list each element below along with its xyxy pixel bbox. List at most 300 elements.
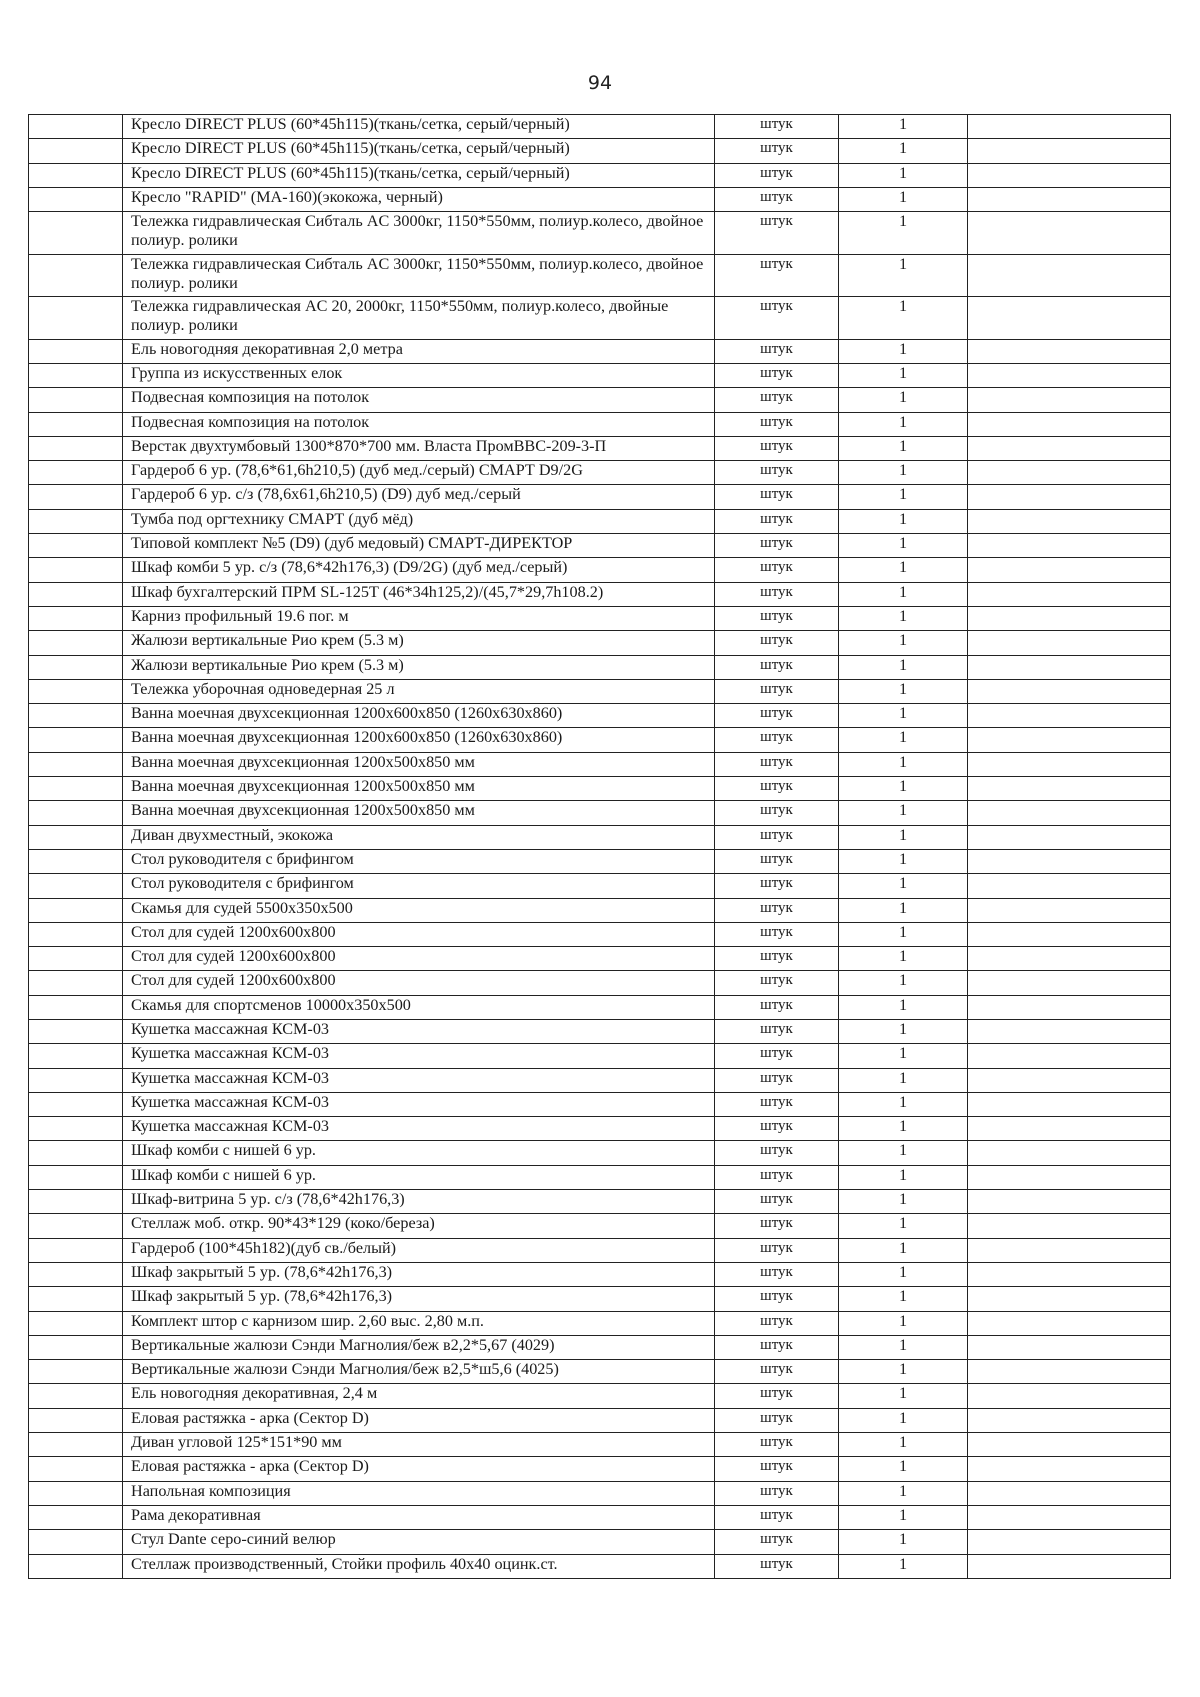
quantity-cell: 1 [839,704,968,728]
note-cell [968,849,1171,873]
row-number-cell [29,1262,123,1286]
quantity-cell: 1 [839,1360,968,1384]
quantity-cell: 1 [839,1457,968,1481]
quantity-cell: 1 [839,971,968,995]
unit-cell: штук [715,752,839,776]
unit-cell: штук [715,297,839,340]
quantity-cell: 1 [839,1433,968,1457]
item-name-cell: Ванна моечная двухсекционная 1200х500х850 мм [123,777,715,801]
quantity-cell: 1 [839,115,968,139]
note-cell [968,631,1171,655]
quantity-cell: 1 [839,1165,968,1189]
note-cell [968,1360,1171,1384]
quantity-cell: 1 [839,825,968,849]
quantity-cell: 1 [839,558,968,582]
note-cell [968,1384,1171,1408]
unit-cell: штук [715,1360,839,1384]
note-cell [968,1335,1171,1359]
item-name-cell: Гардероб 6 ур. с/з (78,6х61,6h210,5) (D9) дуб мед./серый [123,485,715,509]
unit-cell: штук [715,1554,839,1578]
row-number-cell [29,1530,123,1554]
table-row [29,1044,1171,1068]
item-name-cell: Шкаф бухгалтерский ПРМ SL-125Т (46*34h125,2)/(45,7*29,7h108.2) [123,582,715,606]
quantity-cell: 1 [839,139,968,163]
table-row [29,947,1171,971]
note-cell [968,339,1171,363]
table-row [29,1554,1171,1578]
note-cell [968,679,1171,703]
note-cell [968,297,1171,340]
quantity-cell: 1 [839,1505,968,1529]
quantity-cell: 1 [839,1214,968,1238]
item-name-cell: Верстак двухтумбовый 1300*870*700 мм. Власта ПромВВС-209-3-П [123,436,715,460]
quantity-cell: 1 [839,412,968,436]
note-cell [968,825,1171,849]
note-cell [968,1287,1171,1311]
unit-cell: штук [715,139,839,163]
item-name-cell: Шкаф закрытый 5 ур. (78,6*42h176,3) [123,1287,715,1311]
note-cell [968,947,1171,971]
row-number-cell [29,582,123,606]
quantity-cell: 1 [839,1044,968,1068]
item-name-cell: Жалюзи вертикальные Рио крем (5.3 м) [123,631,715,655]
item-name-cell: Кушетка массажная КСМ-03 [123,1117,715,1141]
unit-cell: штук [715,1214,839,1238]
note-cell [968,212,1171,255]
note-cell [968,1141,1171,1165]
row-number-cell [29,801,123,825]
quantity-cell: 1 [839,1020,968,1044]
row-number-cell [29,1190,123,1214]
row-number-cell [29,1287,123,1311]
item-name-cell: Кушетка массажная КСМ-03 [123,1020,715,1044]
quantity-cell: 1 [839,1262,968,1286]
quantity-cell: 1 [839,1311,968,1335]
item-name-cell: Тележка уборочная одноведерная 25 л [123,679,715,703]
unit-cell: штук [715,1141,839,1165]
item-name-cell: Стол руководителя с брифингом [123,874,715,898]
row-number-cell [29,1384,123,1408]
row-number-cell [29,339,123,363]
item-name-cell: Еловая растяжка - арка (Сектор D) [123,1408,715,1432]
table-row [29,534,1171,558]
item-name-cell: Еловая растяжка - арка (Сектор D) [123,1457,715,1481]
table-row [29,1360,1171,1384]
table-row [29,388,1171,412]
table-row [29,485,1171,509]
note-cell [968,582,1171,606]
item-name-cell: Кушетка массажная КСМ-03 [123,1044,715,1068]
item-name-cell: Ванна моечная двухсекционная 1200х500х850 мм [123,801,715,825]
table-row [29,1092,1171,1116]
quantity-cell: 1 [839,922,968,946]
table-row [29,1287,1171,1311]
row-number-cell [29,1141,123,1165]
row-number-cell [29,187,123,211]
item-name-cell: Стол руководителя с брифингом [123,849,715,873]
note-cell [968,534,1171,558]
quantity-cell: 1 [839,1117,968,1141]
row-number-cell [29,679,123,703]
unit-cell: штук [715,363,839,387]
unit-cell: штук [715,1481,839,1505]
table-row [29,254,1171,297]
quantity-cell: 1 [839,436,968,460]
unit-cell: штук [715,825,839,849]
note-cell [968,1457,1171,1481]
unit-cell: штук [715,777,839,801]
note-cell [968,1311,1171,1335]
row-number-cell [29,1408,123,1432]
quantity-cell: 1 [839,254,968,297]
row-number-cell [29,1433,123,1457]
note-cell [968,1530,1171,1554]
note-cell [968,1190,1171,1214]
note-cell [968,1214,1171,1238]
item-name-cell: Группа из искусственных елок [123,363,715,387]
table-row [29,631,1171,655]
unit-cell: штук [715,1530,839,1554]
row-number-cell [29,1554,123,1578]
inventory-table [28,114,1171,1579]
quantity-cell: 1 [839,1335,968,1359]
quantity-cell: 1 [839,752,968,776]
note-cell [968,801,1171,825]
table-row [29,1165,1171,1189]
item-name-cell: Вертикальные жалюзи Сэнди Магнолия/беж в2,2*5,67 (4029) [123,1335,715,1359]
table-row [29,1141,1171,1165]
item-name-cell: Стол для судей 1200х600х800 [123,971,715,995]
item-name-cell: Шкаф комби 5 ур. с/з (78,6*42h176,3) (D9/2G) (дуб мед./серый) [123,558,715,582]
row-number-cell [29,297,123,340]
table-row [29,1020,1171,1044]
unit-cell: штук [715,704,839,728]
table-row [29,1457,1171,1481]
row-number-cell [29,254,123,297]
item-name-cell: Шкаф закрытый 5 ур. (78,6*42h176,3) [123,1262,715,1286]
table-row [29,971,1171,995]
quantity-cell: 1 [839,1238,968,1262]
unit-cell: штук [715,436,839,460]
unit-cell: штук [715,1092,839,1116]
item-name-cell: Шкаф комби с нишей 6 ур. [123,1141,715,1165]
item-name-cell: Шкаф комби с нишей 6 ур. [123,1165,715,1189]
item-name-cell: Стул Dante серо-синий велюр [123,1530,715,1554]
quantity-cell: 1 [839,297,968,340]
quantity-cell: 1 [839,363,968,387]
row-number-cell [29,1238,123,1262]
unit-cell: штук [715,995,839,1019]
unit-cell: штук [715,1117,839,1141]
row-number-cell [29,363,123,387]
table-row [29,461,1171,485]
row-number-cell [29,1481,123,1505]
table-row [29,412,1171,436]
note-cell [968,1165,1171,1189]
unit-cell: штук [715,655,839,679]
table-row [29,777,1171,801]
quantity-cell: 1 [839,1530,968,1554]
unit-cell: штук [715,1335,839,1359]
quantity-cell: 1 [839,1384,968,1408]
unit-cell: штук [715,558,839,582]
item-name-cell: Кресло DIRECT PLUS (60*45h115)(ткань/сетка, серый/черный) [123,139,715,163]
unit-cell: штук [715,922,839,946]
row-number-cell [29,1311,123,1335]
quantity-cell: 1 [839,534,968,558]
note-cell [968,606,1171,630]
row-number-cell [29,728,123,752]
item-name-cell: Ванна моечная двухсекционная 1200х600х850 (1260х630х860) [123,728,715,752]
note-cell [968,412,1171,436]
note-cell [968,1238,1171,1262]
unit-cell: штук [715,509,839,533]
row-number-cell [29,1068,123,1092]
unit-cell: штук [715,1457,839,1481]
unit-cell: штук [715,1433,839,1457]
unit-cell: штук [715,1238,839,1262]
table-row [29,704,1171,728]
quantity-cell: 1 [839,187,968,211]
table-row [29,139,1171,163]
unit-cell: штук [715,874,839,898]
row-number-cell [29,1335,123,1359]
note-cell [968,704,1171,728]
item-name-cell: Подвесная композиция на потолок [123,412,715,436]
note-cell [968,139,1171,163]
item-name-cell: Кушетка массажная КСМ-03 [123,1092,715,1116]
table-row [29,1214,1171,1238]
item-name-cell: Диван угловой 125*151*90 мм [123,1433,715,1457]
note-cell [968,971,1171,995]
row-number-cell [29,849,123,873]
item-name-cell: Шкаф-витрина 5 ур. с/з (78,6*42h176,3) [123,1190,715,1214]
table-row [29,363,1171,387]
note-cell [968,1020,1171,1044]
quantity-cell: 1 [839,1068,968,1092]
row-number-cell [29,534,123,558]
item-name-cell: Ванна моечная двухсекционная 1200х500х850 мм [123,752,715,776]
table-row [29,1530,1171,1554]
note-cell [968,254,1171,297]
item-name-cell: Тумба под оргтехнику СМАРТ (дуб мёд) [123,509,715,533]
item-name-cell: Скамья для спортсменов 10000х350х500 [123,995,715,1019]
item-name-cell: Диван двухместный, экокожа [123,825,715,849]
note-cell [968,388,1171,412]
table-row [29,606,1171,630]
item-name-cell: Ванна моечная двухсекционная 1200х600х850 (1260х630х860) [123,704,715,728]
table-row [29,297,1171,340]
unit-cell: штук [715,115,839,139]
item-name-cell: Гардероб 6 ур. (78,6*61,6h210,5) (дуб мед./серый) СМАРТ D9/2G [123,461,715,485]
table-row [29,1117,1171,1141]
row-number-cell [29,436,123,460]
table-row [29,728,1171,752]
item-name-cell: Карниз профильный 19.6 пог. м [123,606,715,630]
quantity-cell: 1 [839,947,968,971]
unit-cell: штук [715,849,839,873]
quantity-cell: 1 [839,485,968,509]
item-name-cell: Типовой комплект №5 (D9) (дуб медовый) СМАРТ-ДИРЕКТОР [123,534,715,558]
quantity-cell: 1 [839,1554,968,1578]
quantity-cell: 1 [839,801,968,825]
row-number-cell [29,558,123,582]
row-number-cell [29,461,123,485]
item-name-cell: Тележка гидравлическая Сибталь AC 3000кг, 1150*550мм, полиур.колесо, двойное полиур. ролики [123,212,715,255]
item-name-cell: Скамья для судей 5500х350х500 [123,898,715,922]
quantity-cell: 1 [839,606,968,630]
note-cell [968,655,1171,679]
quantity-cell: 1 [839,1481,968,1505]
table-row [29,655,1171,679]
note-cell [968,187,1171,211]
row-number-cell [29,606,123,630]
item-name-cell: Тележка гидравлическая AC 20, 2000кг, 1150*550мм, полиур.колесо, двойные полиур. ролики [123,297,715,340]
unit-cell: штук [715,1311,839,1335]
item-name-cell: Тележка гидравлическая Сибталь AC 3000кг, 1150*550мм, полиур.колесо, двойное полиур. ролики [123,254,715,297]
row-number-cell [29,412,123,436]
note-cell [968,752,1171,776]
row-number-cell [29,1092,123,1116]
unit-cell: штук [715,606,839,630]
table-row [29,898,1171,922]
unit-cell: штук [715,1044,839,1068]
note-cell [968,1554,1171,1578]
item-name-cell: Ель новогодняя декоративная, 2,4 м [123,1384,715,1408]
quantity-cell: 1 [839,1190,968,1214]
unit-cell: штук [715,534,839,558]
note-cell [968,1262,1171,1286]
table-row [29,582,1171,606]
note-cell [968,995,1171,1019]
unit-cell: штук [715,1190,839,1214]
table-row [29,752,1171,776]
quantity-cell: 1 [839,509,968,533]
row-number-cell [29,1117,123,1141]
note-cell [968,898,1171,922]
quantity-cell: 1 [839,582,968,606]
quantity-cell: 1 [839,777,968,801]
page-number: 94 [587,72,613,94]
note-cell [968,115,1171,139]
unit-cell: штук [715,631,839,655]
table-row [29,922,1171,946]
unit-cell: штук [715,582,839,606]
table-row [29,874,1171,898]
unit-cell: штук [715,898,839,922]
note-cell [968,509,1171,533]
row-number-cell [29,139,123,163]
unit-cell: штук [715,1287,839,1311]
table-row [29,1311,1171,1335]
item-name-cell: Гардероб (100*45h182)(дуб св./белый) [123,1238,715,1262]
row-number-cell [29,509,123,533]
quantity-cell: 1 [839,1408,968,1432]
item-name-cell: Стол для судей 1200х600х800 [123,947,715,971]
table-row [29,1068,1171,1092]
unit-cell: штук [715,388,839,412]
item-name-cell: Вертикальные жалюзи Сэнди Магнолия/беж в2,5*ш5,6 (4025) [123,1360,715,1384]
unit-cell: штук [715,1505,839,1529]
quantity-cell: 1 [839,655,968,679]
unit-cell: штук [715,1068,839,1092]
table-row [29,1433,1171,1457]
item-name-cell: Стеллаж производственный, Стойки профиль 40х40 оцинк.ст. [123,1554,715,1578]
item-name-cell: Кресло "RAPID" (MA-160)(экокожа, черный) [123,187,715,211]
unit-cell: штук [715,679,839,703]
note-cell [968,1044,1171,1068]
row-number-cell [29,1457,123,1481]
item-name-cell: Рама декоративная [123,1505,715,1529]
unit-cell: штук [715,412,839,436]
row-number-cell [29,388,123,412]
row-number-cell [29,1165,123,1189]
item-name-cell: Ель новогодняя декоративная 2,0 метра [123,339,715,363]
table-row [29,825,1171,849]
table-row [29,1481,1171,1505]
quantity-cell: 1 [839,898,968,922]
table-row [29,558,1171,582]
table-row [29,509,1171,533]
inventory-table-body [29,115,1171,1579]
unit-cell: штук [715,1384,839,1408]
note-cell [968,874,1171,898]
unit-cell: штук [715,339,839,363]
quantity-cell: 1 [839,728,968,752]
note-cell [968,1481,1171,1505]
row-number-cell [29,825,123,849]
note-cell [968,922,1171,946]
table-row [29,1262,1171,1286]
table-row [29,679,1171,703]
row-number-cell [29,898,123,922]
unit-cell: штук [715,728,839,752]
table-row [29,1238,1171,1262]
unit-cell: штук [715,1262,839,1286]
note-cell [968,1092,1171,1116]
quantity-cell: 1 [839,1141,968,1165]
quantity-cell: 1 [839,1287,968,1311]
unit-cell: штук [715,187,839,211]
note-cell [968,1433,1171,1457]
table-row [29,436,1171,460]
unit-cell: штук [715,254,839,297]
item-name-cell: Подвесная композиция на потолок [123,388,715,412]
quantity-cell: 1 [839,388,968,412]
item-name-cell: Кресло DIRECT PLUS (60*45h115)(ткань/сетка, серый/черный) [123,115,715,139]
item-name-cell: Кресло DIRECT PLUS (60*45h115)(ткань/сетка, серый/черный) [123,163,715,187]
note-cell [968,1505,1171,1529]
table-row [29,995,1171,1019]
row-number-cell [29,655,123,679]
note-cell [968,363,1171,387]
row-number-cell [29,631,123,655]
row-number-cell [29,752,123,776]
unit-cell: штук [715,212,839,255]
quantity-cell: 1 [839,212,968,255]
row-number-cell [29,1360,123,1384]
unit-cell: штук [715,461,839,485]
note-cell [968,728,1171,752]
unit-cell: штук [715,163,839,187]
quantity-cell: 1 [839,631,968,655]
unit-cell: штук [715,1020,839,1044]
quantity-cell: 1 [839,995,968,1019]
item-name-cell: Кушетка массажная КСМ-03 [123,1068,715,1092]
table-row [29,115,1171,139]
item-name-cell: Стол для судей 1200х600х800 [123,922,715,946]
note-cell [968,558,1171,582]
